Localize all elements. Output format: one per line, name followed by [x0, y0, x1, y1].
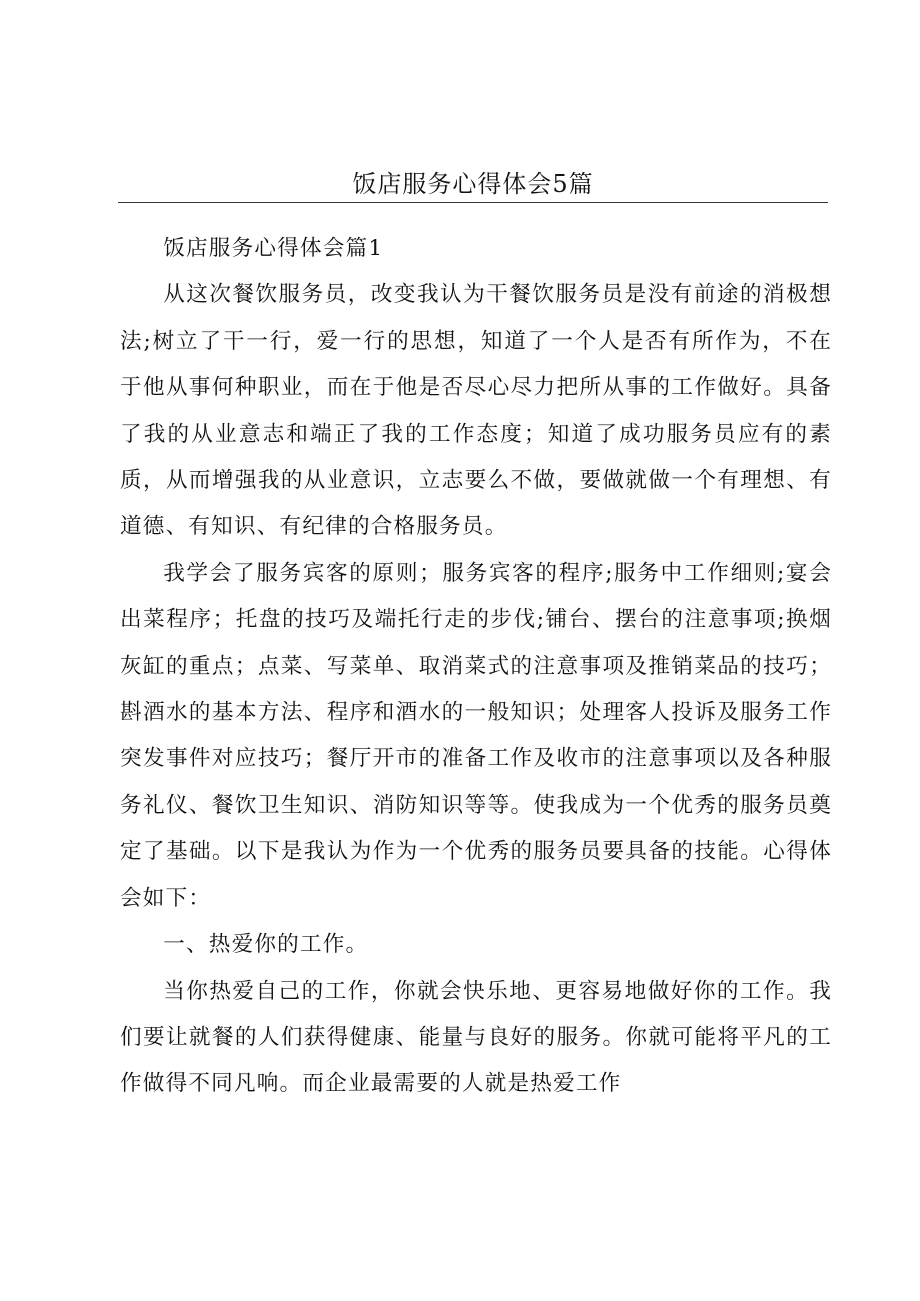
title-underline [118, 202, 828, 203]
paragraph-4: 当你热爱自己的工作，你就会快乐地、更容易地做好你的工作。我们要让就餐的人们获得健康、能量与良好的服务。你就可能将平凡的工作做得不同凡响。而企业最需要的人就是热爱工作 [120, 978, 832, 1097]
paragraph-2: 我学会了服务宾客的原则；服务宾客的程序;服务中工作细则;宴会出菜程序；托盘的技巧及端托行走的步伐;铺台、摆台的注意事项;换烟灰缸的重点；点菜、写菜单、取消菜式的注意事项及推销菜品的技巧；斟酒水的基本方法、程序和酒水的一般知识；处理客人投诉及服务工作突发事件对应技巧；餐厅开市的准备工作及收市的注意事项以及各种服务礼仪、餐饮卫生知识、消防知识等等。使我成为一个优秀的服务员奠定了基础。以下是我认为作为一个优秀的服务员要具备的技能。心得体会如下： [120, 560, 832, 911]
document-body [120, 226, 832, 1108]
document-title: 饭店服务心得体会5篇 [352, 170, 594, 198]
paragraph-1: 从这次餐饮服务员，改变我认为干餐饮服务员是没有前途的消极想法;树立了干一行，爱一行的思想，知道了一个人是否有所作为，不在于他从事何种职业，而在于他是否尽心尽力把所从事的工作做好。具备了我的从业意志和端正了我的工作态度；知道了成功服务员应有的素质，从而增强我的从业意识，立志要么不做，要做就做一个有理想、有道德、有知识、有纪律的合格服务员。 [120, 282, 832, 540]
paragraph-3: 一、热爱你的工作。 [163, 932, 369, 958]
section-heading: 饭店服务心得体会篇1 [163, 236, 384, 261]
